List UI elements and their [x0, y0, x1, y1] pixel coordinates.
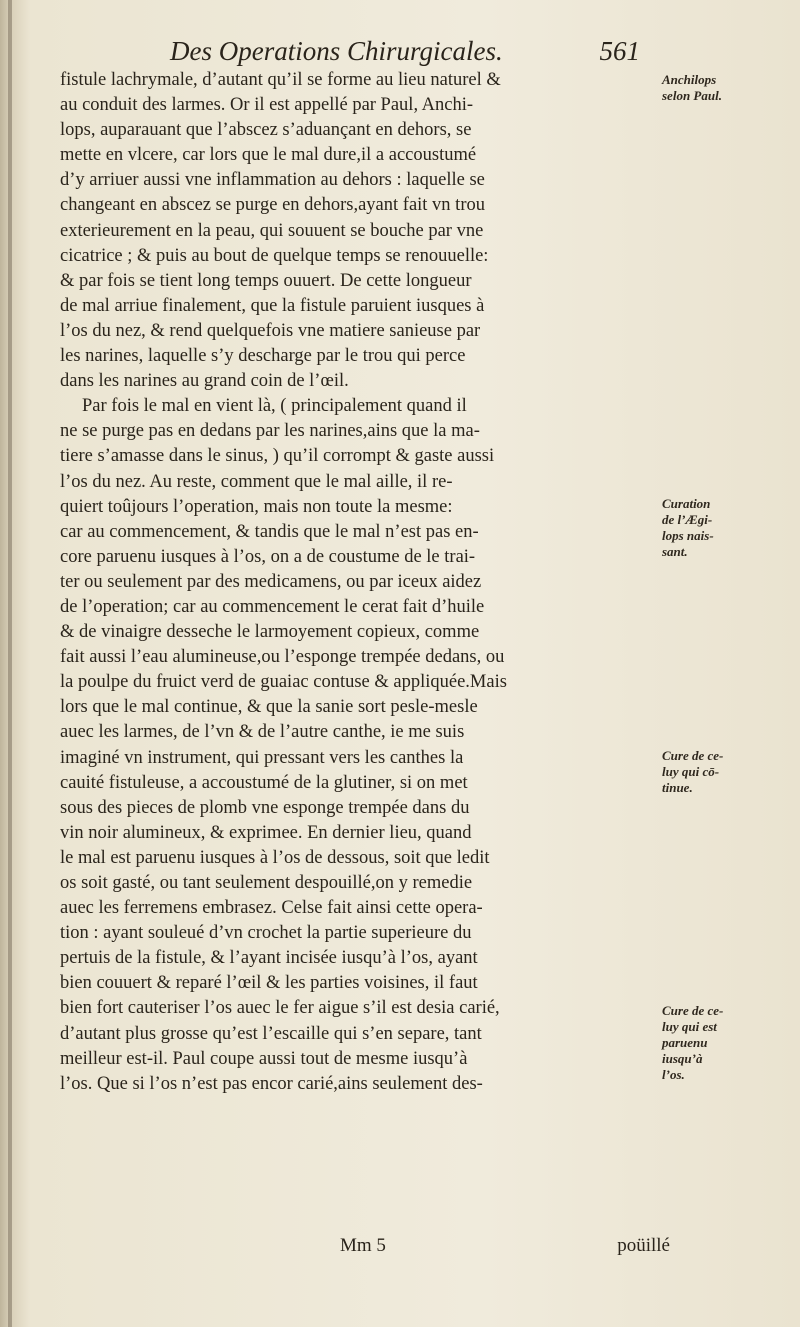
signature-mark: Mm 5 — [340, 1235, 386, 1256]
text-line: d’y arriuer aussi vne inflammation au dehors : laquelle se — [60, 170, 485, 191]
text-line: exterieurement en la peau, qui souuent se bouche par vne — [60, 220, 484, 241]
margin-note-line: tinue. — [662, 780, 693, 795]
margin-note-line: lops nais- — [662, 528, 714, 543]
text-line: dans les narines au grand coin de l’œil. — [60, 371, 349, 392]
text-line: vin noir alumineux, & exprimee. En dernier lieu, quand — [60, 822, 472, 843]
text-line: cicatrice ; & puis au bout de quelque temps se renouuelle: — [60, 245, 489, 266]
text-line: changeant en abscez se purge en dehors,ayant fait vn trou — [60, 195, 485, 216]
text-line: cauité fistuleuse, a accoustumé de la glutiner, si on met — [60, 772, 468, 793]
text-line: les narines, laquelle s’y descharge par le trou qui perce — [60, 346, 466, 367]
margin-note-curation — [662, 496, 787, 560]
text-line: mette en vlcere, car lors que le mal dure,il a accoustumé — [60, 145, 477, 166]
text-line: car au commencement, & tandis que le mal n’est pas en- — [60, 521, 479, 542]
page-number: 561 — [599, 36, 640, 66]
margin-note-line: sant. — [662, 544, 688, 559]
text-line: l’os. Que si l’os n’est pas encor carié,ains seulement des- — [60, 1073, 483, 1094]
text-line: ter ou seulement par des medicamens, ou par iceux aidez — [60, 571, 482, 592]
page-footer — [340, 1235, 670, 1261]
margin-note-anchilops — [662, 72, 787, 104]
text-line: quiert toûjours l’operation, mais non toute la mesme: — [60, 496, 453, 517]
text-line: imaginé vn instrument, qui pressant vers les canthes la — [60, 747, 464, 768]
text-line: & de vinaigre desseche le larmoyement copieux, comme — [60, 622, 480, 643]
text-line: de l’operation; car au commencement le cerat fait d’huile — [60, 596, 485, 617]
text-line: os soit gasté, ou tant seulement despouillé,on y remedie — [60, 873, 473, 893]
text-line: tiere s’amasse dans le sinus, ) qu’il corrompt & gaste aussi — [60, 446, 495, 467]
text-line: l’os du nez. Au reste, comment que le mal aille, il re- — [60, 471, 453, 492]
margin-note-line: selon Paul. — [662, 88, 722, 103]
text-line: pertuis de la fistule, & l’ayant incisée iusqu’à l’os, ayant — [60, 948, 478, 969]
text-line: bien couuert & reparé l’œil & les parties voisines, il faut — [60, 973, 478, 994]
margin-note-line: luy qui cō- — [662, 764, 720, 779]
text-line: ne se purge pas en dedans par les narines,ains que la ma- — [60, 421, 480, 442]
text-line: & par fois se tient long temps ouuert. De cette longueur — [60, 270, 472, 291]
margin-note-line: paruenu — [662, 1035, 708, 1050]
margin-note-line: Anchilops — [662, 72, 717, 87]
margin-note-line: Cure de ce- — [662, 748, 724, 763]
text-line: la poulpe du fruict verd de guaiac contuse & appliquée.Mais — [60, 672, 507, 693]
text-line: lops, auparauant que l’abscez s’aduançant en dehors, se — [60, 120, 472, 141]
text-line: d’autant plus grosse qu’est l’escaille qui s’en separe, tant — [60, 1023, 482, 1044]
text-line: tion : ayant souleué d’vn crochet la partie superieure du — [60, 923, 472, 944]
main-text — [60, 68, 653, 1097]
margin-note-line: l’os. — [662, 1067, 685, 1082]
margin-note-line: iusqu’à — [662, 1051, 703, 1066]
margin-note-line: de l’Ægi- — [662, 512, 713, 527]
margin-note-line: Curation — [662, 496, 711, 511]
text-line: sous des pieces de plomb vne esponge trempée dans du — [60, 797, 470, 818]
text-line: meilleur est-il. Paul coupe aussi tout de mesme iusqu’à — [60, 1048, 468, 1069]
text-line: de mal arriue finalement, que la fistule paruient iusques à — [60, 295, 485, 316]
header-title: Des Operations Chirurgicales. — [170, 36, 503, 66]
text-line: le mal est paruenu iusques à l’os de dessous, soit que ledit — [60, 847, 490, 868]
catchword: poüillé — [617, 1235, 670, 1256]
text-line: lors que le mal continue, & que la sanie sort pesle-mesle — [60, 697, 478, 718]
text-line: au conduit des larmes. Or il est appellé par Paul, Anchi- — [60, 95, 474, 116]
text-line: Par fois le mal en vient là, ( principalement quand il — [82, 396, 467, 417]
text-line: core paruenu iusques à l’os, on a de coustume de le trai- — [60, 546, 476, 567]
text-line: auec les larmes, de l’vn & de l’autre canthe, ie me suis — [60, 722, 465, 743]
margin-note-continue — [662, 748, 787, 796]
text-line: fistule lachrymale, d’autant qu’il se forme au lieu naturel & — [60, 70, 501, 90]
text-line: bien fort cauteriser l’os auec le fer aigue s’il est desia carié, — [60, 998, 500, 1019]
text-line: fait aussi l’eau alumineuse,ou l’esponge trempée dedans, ou — [60, 647, 505, 668]
running-header — [170, 36, 640, 68]
text-line: auec les ferremens embrasez. Celse fait ainsi cette opera- — [60, 898, 483, 919]
margin-note-line: Cure de ce- — [662, 1003, 724, 1018]
binding-shadow — [8, 0, 12, 1327]
text-line: l’os du nez, & rend quelquefois vne matiere sanieuse par — [60, 320, 481, 341]
margin-note-line: luy qui est — [662, 1019, 717, 1034]
margin-note-os — [662, 1003, 787, 1083]
